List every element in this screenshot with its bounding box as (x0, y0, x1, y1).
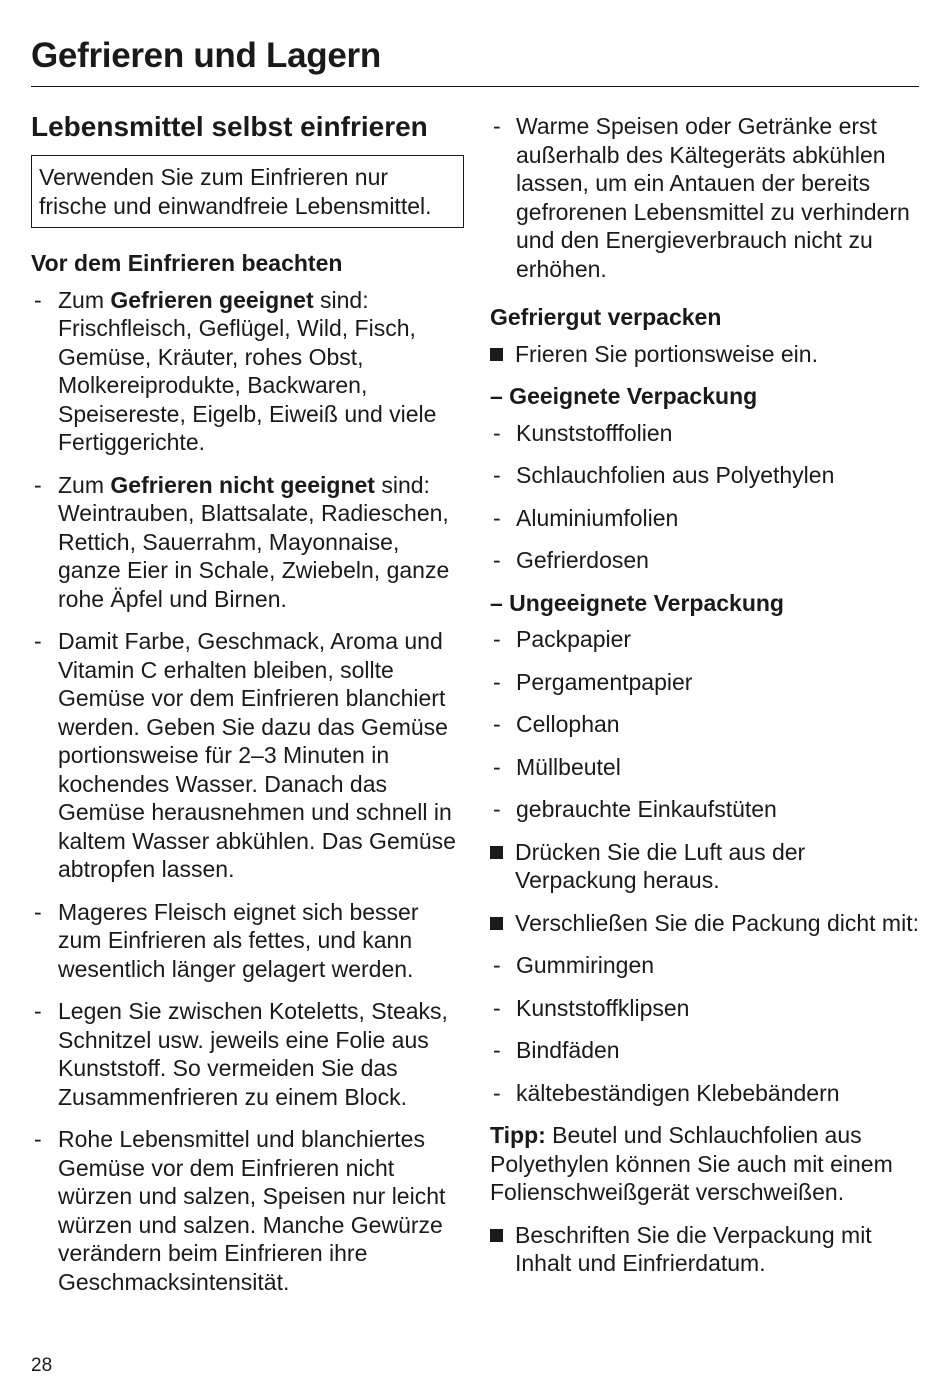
dash-mark: - (493, 113, 501, 139)
item-text: Packpapier (516, 626, 632, 652)
page-title: Gefrieren und Lagern (31, 36, 381, 75)
tip-label: Tipp: (490, 1122, 546, 1148)
list-item (490, 951, 920, 980)
item-text: Schlauchfolien aus Polyethylen (516, 462, 835, 488)
step-text: Frieren Sie portionsweise ein. (515, 340, 818, 367)
list-item (490, 625, 920, 654)
step-text: Beschriften Sie die Verpackung mit Inhalt und Einfrierdatum. (515, 1221, 872, 1276)
item-text: Rohe Lebensmittel und blanchiertes Gemüse vor dem Einfrieren nicht würzen und salzen, Speisen nur leicht würzen und salzen. Manche Gewürze verändern beim Einfrieren ihre Geschmacksintensität. (58, 1126, 446, 1295)
title-rule (31, 86, 919, 87)
dash-mark: - (34, 1126, 42, 1152)
square-bullet-icon (490, 1229, 503, 1242)
item-text: sind: Weintrauben, Blattsalate, Radieschen, Rettich, Sauerrahm, Mayonnaise, ganze Eier in Schale, Zwiebeln, ganze rohe Äpfel und Birnen. (58, 471, 450, 612)
dash-mark: - (493, 626, 501, 652)
dash-mark: - (493, 994, 501, 1021)
list-item (31, 1125, 466, 1296)
list-item (31, 627, 466, 884)
dash-mark: - (493, 668, 501, 695)
dash-mark: - (493, 1037, 501, 1063)
right-column (490, 112, 920, 1292)
step-item (490, 909, 920, 938)
item-text: Zum (58, 286, 111, 313)
list-item (490, 753, 920, 782)
step-item (490, 838, 920, 895)
dash-mark: - (493, 796, 501, 822)
item-text: Gefrierdosen (516, 547, 649, 573)
item-text: Warme Speisen oder Getränke erst außerhalb des Kältegeräts abkühlen lassen, um ein Antauen der bereits gefrorenen Lebensmittel zu verhindern und den Energieverbrauch nicht zu erhöhen. (516, 113, 910, 282)
item-text: Mageres Fleisch eignet sich besser zum Einfrieren als fettes, und kann wesentlich länger gelagert werden. (58, 898, 419, 982)
section-heading: Lebensmittel selbst einfrieren (31, 111, 428, 142)
dash-mark: - (493, 419, 501, 446)
dash-mark: - (34, 471, 42, 498)
step-text: Verschließen Sie die Packung dicht mit: (515, 909, 919, 936)
step-item (490, 1221, 920, 1278)
subheading-before-freezing: Vor dem Einfrieren beachten (31, 250, 343, 276)
list-item (31, 898, 466, 984)
list-item (31, 997, 466, 1111)
note-text: Verwenden Sie zum Einfrieren nur frische und einwandfreie Lebensmittel. (39, 164, 432, 219)
suitable-list (490, 419, 920, 575)
subheading-packaging: Gefriergut verpacken (490, 304, 722, 330)
item-text: Kunststofffolien (516, 419, 673, 446)
item-text: Zum (58, 471, 111, 498)
dash-mark: - (34, 898, 42, 925)
dash-mark: - (493, 952, 501, 978)
dash-mark: - (34, 286, 42, 313)
closures-list (490, 951, 920, 1107)
dash-mark: - (493, 753, 501, 780)
list-item (490, 668, 920, 697)
square-bullet-icon (490, 917, 503, 930)
item-text: Pergamentpapier (516, 668, 693, 695)
item-text: Cellophan (516, 711, 620, 737)
item-bold: Gefrieren geeignet (110, 286, 314, 313)
dash-mark: - (493, 504, 501, 531)
list-item (490, 1036, 920, 1065)
item-text: Legen Sie zwischen Koteletts, Steaks, Schnitzel usw. jeweils eine Folie aus Kunststoff. So vermeiden Sie das Zusammenfrieren zu einem Block. (58, 998, 448, 1110)
item-text: Müllbeutel (516, 753, 621, 780)
unsuitable-heading: – Ungeeignete Verpackung (490, 589, 784, 616)
dash-mark: - (493, 547, 501, 573)
square-bullet-icon (490, 846, 503, 859)
item-bold: Gefrieren nicht geeignet (110, 471, 375, 498)
note-box (31, 155, 464, 228)
left-column (31, 110, 466, 1310)
square-bullet-icon (490, 348, 503, 361)
dash-mark: - (34, 998, 42, 1024)
list-item (490, 795, 920, 824)
dash-mark: - (493, 711, 501, 737)
list-item (490, 710, 920, 739)
item-text: Damit Farbe, Geschmack, Aroma und Vitamin C erhalten bleiben, sollte Gemüse vor dem Einfrieren blanchiert werden. Geben Sie dazu das Gemüse portionsweise für 2–3 Minuten in kochendes Wasser. Danach das Gemüse herausnehmen und schnell in kaltem Wasser abkühlen. Das Gemüse abtropfen lassen. (58, 628, 456, 882)
step-item (490, 340, 920, 369)
list-item (490, 994, 920, 1023)
dash-mark: - (34, 628, 42, 654)
item-text: gebrauchte Einkaufstüten (516, 796, 777, 822)
list-item (490, 112, 920, 283)
unsuitable-list (490, 625, 920, 824)
list-item (490, 546, 920, 575)
item-text: Aluminiumfolien (516, 504, 679, 531)
step-text: Drücken Sie die Luft aus der Verpackung heraus. (515, 838, 806, 893)
list-item (490, 461, 920, 490)
item-text: sind: Frischfleisch, Geflügel, Wild, Fisch, Gemüse, Kräuter, rohes Obst, Molkereiprodukte, Backwaren, Speisereste, Eigelb, Eiweiß und viele Fertiggerichte. (58, 286, 437, 455)
suitable-heading: – Geeignete Verpackung (490, 383, 758, 409)
list-item (490, 419, 920, 448)
item-text: Kunststoffklipsen (516, 994, 690, 1021)
list-item (31, 471, 466, 614)
list-item (490, 504, 920, 533)
list-item (490, 1079, 920, 1108)
list-item (31, 286, 466, 457)
item-text: Gummiringen (516, 952, 655, 978)
item-text: Bindfäden (516, 1037, 620, 1063)
tip-paragraph (490, 1121, 920, 1207)
dash-mark: - (493, 1079, 501, 1106)
page-number: 28 (31, 1355, 53, 1376)
dash-mark: - (493, 462, 501, 488)
item-text: kältebeständigen Klebebändern (516, 1079, 840, 1106)
tip-text: Beutel und Schlauchfolien aus Polyethylen können Sie auch mit einem Folienschweißgerät verschweißen. (490, 1122, 893, 1205)
